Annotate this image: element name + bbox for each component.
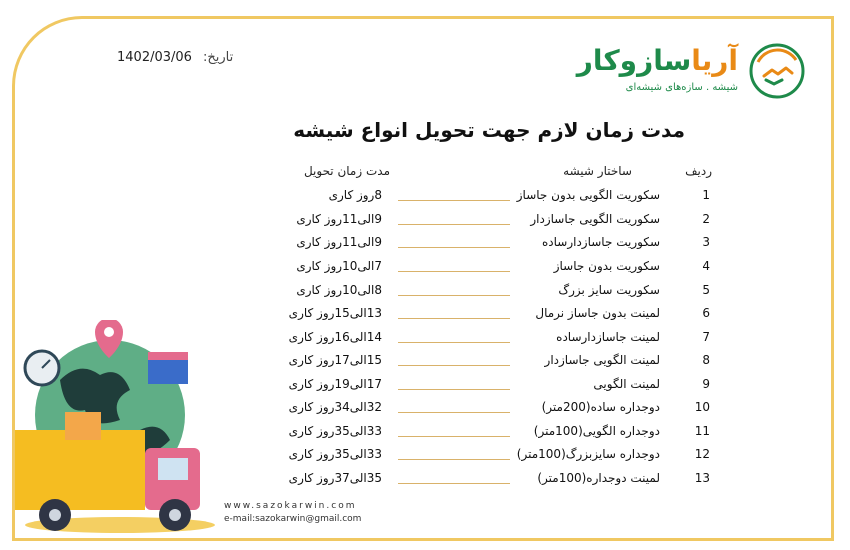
row-structure: لمینت بدون جاساز نرمال (535, 306, 660, 320)
row-number: 4 (702, 259, 710, 273)
row-time: 33الی35روز کاری (288, 447, 382, 461)
row-time: 9الی11روز کاری (296, 212, 382, 226)
table-row (0, 259, 850, 281)
row-number: 7 (702, 330, 710, 344)
website-link[interactable]: www.sazokarwin.com (224, 501, 357, 511)
row-divider (398, 412, 510, 413)
row-number: 12 (694, 447, 710, 461)
row-time: 32الی34روز کاری (288, 400, 382, 414)
row-time: 15الی17روز کاری (288, 353, 382, 367)
table-row (0, 283, 850, 305)
table-row (0, 212, 850, 234)
row-number: 13 (694, 471, 710, 485)
row-time: 33الی35روز کاری (288, 424, 382, 438)
row-structure: دوجداره الگویی(100متر) (533, 424, 660, 438)
row-structure: سکوریت جاسازدارساده (541, 235, 660, 249)
row-divider (398, 224, 510, 225)
row-time: 8روز کاری (328, 188, 382, 202)
handshake-logo-icon (746, 40, 808, 102)
logo-wordmark (577, 44, 738, 77)
logo-tagline: شیشه . سازه‌های شیشه‌ای (625, 82, 738, 93)
row-structure: دوجداره ساده(200متر) (541, 400, 660, 414)
row-divider (398, 200, 510, 201)
column-header-structure: ساختار شیشه (563, 164, 632, 178)
truck-cargo (15, 430, 145, 510)
row-structure: سکوریت الگویی بدون جاساز (516, 188, 660, 202)
date-label: تاریخ: (203, 50, 234, 65)
row-number: 5 (702, 283, 710, 297)
row-structure: دوجداره سایزبزرگ(100متر) (516, 447, 660, 461)
box-icon (65, 412, 101, 440)
row-structure: سکوریت سایز بزرگ (558, 283, 660, 297)
logo-part-3: کار (576, 44, 620, 77)
row-divider (398, 318, 510, 319)
logo-part-1: آریا (691, 44, 738, 77)
row-structure: سکوریت الگویی جاسازدار (530, 212, 660, 226)
row-time: 14الی16روز کاری (288, 330, 382, 344)
row-divider (398, 271, 510, 272)
logo-part-2: سازو (619, 44, 692, 77)
row-number: 11 (694, 424, 710, 438)
column-header-time: مدت زمان تحویل (303, 164, 390, 178)
row-divider (398, 436, 510, 437)
row-time: 13الی15روز کاری (288, 306, 382, 320)
row-divider (398, 389, 510, 390)
row-structure: لمینت جاسازدارساده (556, 330, 660, 344)
row-divider (398, 342, 510, 343)
row-number: 2 (702, 212, 710, 226)
row-number: 1 (702, 188, 710, 202)
table-row (0, 188, 850, 210)
row-time: 9الی11روز کاری (296, 235, 382, 249)
row-time: 35الی37روز کاری (288, 471, 382, 485)
row-number: 6 (702, 306, 710, 320)
row-number: 10 (694, 400, 710, 414)
row-number: 9 (702, 377, 710, 391)
email-link[interactable]: e-mail:sazokarwin@gmail.com (224, 514, 362, 524)
column-header-radif: ردیف (685, 164, 712, 178)
row-divider (398, 459, 510, 460)
row-divider (398, 247, 510, 248)
row-number: 8 (702, 353, 710, 367)
row-divider (398, 365, 510, 366)
row-structure: لمینت الگویی (593, 377, 660, 391)
row-time: 8الی10روز کاری (296, 283, 382, 297)
row-divider (398, 295, 510, 296)
row-divider (398, 483, 510, 484)
page-title: مدت زمان لازم جهت تحویل انواع شیشه (293, 118, 685, 142)
row-time: 7الی10روز کاری (296, 259, 382, 273)
row-structure: لمینت دوجداره(100متر) (537, 471, 660, 485)
table-row (0, 235, 850, 257)
row-structure: سکوریت بدون جاساز (553, 259, 660, 273)
row-time: 17الی19روز کاری (288, 377, 382, 391)
company-logo (528, 40, 808, 104)
row-number: 3 (702, 235, 710, 249)
row-structure: لمینت الگویی جاسازدار (544, 353, 660, 367)
date-value: 1402/03/06 (117, 50, 192, 65)
delivery-truck-illustration (0, 320, 250, 550)
